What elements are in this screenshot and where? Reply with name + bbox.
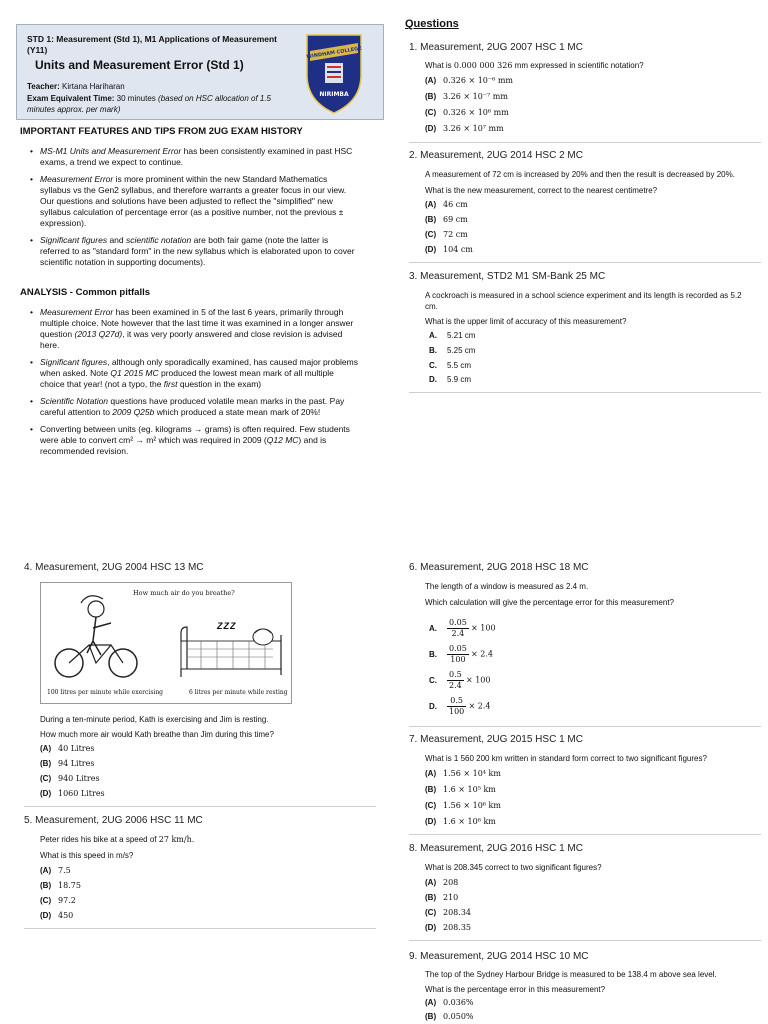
option-label: (D) <box>40 789 52 798</box>
exam-time-note: (based on HSC allocation of 1.5 minutes approx. per mark) <box>27 94 272 114</box>
option-value: 3.26 × 10⁷ mm <box>443 124 504 133</box>
q1-title: 1. Measurement, 2UG 2007 HSC 1 MC <box>409 42 583 53</box>
option-label: (C) <box>425 108 437 117</box>
divider <box>409 940 761 941</box>
q7-option[interactable] <box>425 801 501 811</box>
option-value: × 2.4 <box>471 649 494 659</box>
q5-line1-text: Peter rides his bike at a speed of <box>40 835 159 844</box>
option-value: 0.326 × 10⁶ mm <box>443 108 509 117</box>
divider <box>24 928 376 929</box>
option-label: D. <box>429 375 437 384</box>
option-label: (D) <box>40 911 52 920</box>
option-value: 104 cm <box>443 245 473 254</box>
option-value: 450 <box>58 911 74 920</box>
exercise-rest-illustration <box>41 583 291 703</box>
analysis-emphasis: Scientific Notation <box>40 396 109 406</box>
fraction-numerator: 0.5 <box>449 670 462 679</box>
q4-option[interactable] <box>40 789 105 799</box>
tip-text: has been consistently examined in past HSC exams, a trend we expect to continue. <box>40 146 353 167</box>
fraction-denominator: 2.4 <box>449 681 462 690</box>
tip-text: and <box>107 235 126 245</box>
option-value: 97.2 <box>58 896 76 905</box>
option-label: (D) <box>425 817 437 826</box>
teacher-label: Teacher: <box>27 82 60 91</box>
q7-title: 7. Measurement, 2UG 2015 HSC 1 MC <box>409 734 583 745</box>
q5-line1 <box>40 834 194 845</box>
tip-item <box>20 174 360 229</box>
analysis-emphasis: 2009 Q25b <box>112 407 155 417</box>
divider <box>409 726 761 727</box>
q8-title: 8. Measurement, 2UG 2016 HSC 1 MC <box>409 843 583 854</box>
analysis-list <box>20 307 360 463</box>
analysis-text: question in the exam) <box>177 379 262 389</box>
q2-option[interactable] <box>425 200 468 210</box>
fraction-denominator: 2.4 <box>451 629 465 638</box>
option-label: (D) <box>425 245 437 254</box>
option-label: (A) <box>425 998 437 1007</box>
option-label: (B) <box>425 92 437 101</box>
divider <box>409 392 761 393</box>
option-label: (B) <box>40 881 52 890</box>
q5-line2: What is this speed in m/s? <box>40 851 134 860</box>
option-label: A. <box>429 331 437 340</box>
option-label: (C) <box>40 774 52 783</box>
exam-time-line <box>27 93 297 115</box>
exam-time-label: Exam Equivalent Time: <box>27 94 115 103</box>
option-label: (B) <box>425 215 437 224</box>
q4-line2: How much more air would Kath breathe than Jim during this time? <box>40 730 274 739</box>
analysis-item <box>20 307 360 351</box>
option-value: 210 <box>443 893 459 902</box>
q4-option[interactable] <box>40 774 100 784</box>
option-label: (A) <box>425 200 437 209</box>
divider <box>24 806 376 807</box>
header-box <box>16 24 384 120</box>
q1-prompt-number: 0.000 000 326 <box>453 61 513 70</box>
q2-option[interactable] <box>425 230 468 240</box>
exam-time-value: 30 minutes <box>116 94 156 103</box>
q5-option[interactable] <box>40 911 73 921</box>
divider <box>409 262 761 263</box>
fraction-numerator: 0.05 <box>449 644 467 653</box>
analysis-emphasis: first <box>163 379 178 389</box>
option-label: C. <box>429 361 437 370</box>
option-label: C. <box>429 675 437 685</box>
q9-title: 9. Measurement, 2UG 2014 HSC 10 MC <box>409 951 589 962</box>
q4-option[interactable] <box>40 744 94 754</box>
q7-option[interactable] <box>425 769 501 779</box>
option-value: 0.326 × 10⁻⁶ mm <box>443 76 514 85</box>
option-label: (B) <box>425 893 437 902</box>
page-title: Units and Measurement Error (Std 1) <box>35 58 244 72</box>
q4-option[interactable] <box>40 759 94 769</box>
q6-line1: The length of a window is measured as 2.4 m. <box>425 582 589 591</box>
option-value: 7.5 <box>58 866 71 875</box>
option-value: 69 cm <box>443 215 468 224</box>
q5-title: 5. Measurement, 2UG 2006 HSC 11 MC <box>24 815 203 826</box>
option-label: (D) <box>425 124 437 133</box>
tip-emphasis: scientific notation <box>126 235 192 245</box>
q4-figure <box>40 582 292 704</box>
analysis-emphasis: Measurement Error <box>40 307 114 317</box>
option-value: 1.6 × 10⁵ km <box>443 785 496 794</box>
q8-option[interactable] <box>425 878 458 888</box>
fraction <box>447 696 466 717</box>
analysis-text: , although only sporadically examined, has caused major problems when asked. Note <box>40 357 358 378</box>
questions-heading: Questions <box>405 18 459 30</box>
q8-line1: What is 208.345 correct to two significant figures? <box>425 863 602 872</box>
course-name: STD 1: Measurement (Std 1), M1 Applications of Measurement (Y11) <box>27 34 278 55</box>
option-value: 208.34 <box>443 908 471 917</box>
option-label: (C) <box>40 896 52 905</box>
option-value: 5.21 cm <box>447 331 476 340</box>
analysis-item <box>20 357 360 390</box>
option-value: 0.050% <box>443 1012 474 1021</box>
fraction <box>447 670 464 691</box>
option-value: 46 cm <box>443 200 468 209</box>
q3-line1: A cockroach is measured in a school science experiment and its length is recorded as 5.2 cm. <box>425 291 742 311</box>
tip-text: is more prominent within the new Standard Mathematics syllabus vs the Gen2 syllabus, and therefore warrants a greater focus in our view. Our questions and solutions have been adjusted to reflect the "simplified" new syllabus calculation of percentage error (as a positive number, not the previous ± expression). <box>40 174 347 228</box>
option-value: 40 Litres <box>58 744 95 753</box>
crest-bottom-text: NIRIMBA <box>319 91 349 98</box>
q6-title: 6. Measurement, 2UG 2018 HSC 18 MC <box>409 562 589 573</box>
q2-line2: What is the new measurement, correct to the nearest centimetre? <box>425 186 658 195</box>
tip-item <box>20 146 360 168</box>
option-value: 18.75 <box>58 881 81 890</box>
college-crest-logo <box>303 29 365 115</box>
tip-text: are both fair game (note the latter is referred to as "standard form" in the new syllabus which is elaborated upon to cover scientific notation in supporting documents). <box>40 235 355 267</box>
zzz-text: ZZZ <box>217 621 237 631</box>
option-label: (D) <box>425 923 437 932</box>
figure-caption-right: 6 litres per minute while resting <box>189 689 288 696</box>
figure-title: How much air do you breathe? <box>133 589 235 597</box>
divider <box>409 834 761 835</box>
q1-option[interactable] <box>425 76 513 86</box>
fraction-denominator: 100 <box>449 707 465 716</box>
q4-line1: During a ten-minute period, Kath is exercising and Jim is resting. <box>40 715 269 724</box>
analysis-text: ) and is recommended revision. <box>40 435 327 456</box>
option-value: 1060 Litres <box>58 789 105 798</box>
q6-line2: Which calculation will give the percentage error for this measurement? <box>425 598 675 607</box>
teacher-name: Kirtana Hariharan <box>62 82 125 91</box>
analysis-text: questions have produced volatile mean marks in the past. Pay careful attention to <box>40 396 345 417</box>
q7-option[interactable] <box>425 817 496 827</box>
q1-option[interactable] <box>425 108 509 118</box>
q1-prompt <box>425 60 644 71</box>
option-value: 5.25 cm <box>447 346 476 355</box>
analysis-item <box>20 396 360 418</box>
fraction-numerator: 0.05 <box>449 618 467 627</box>
analysis-emphasis: Q1 2015 MC <box>110 368 159 378</box>
q2-option[interactable] <box>425 215 468 225</box>
option-label: D. <box>429 701 437 711</box>
analysis-emphasis: Q12 MC <box>266 435 299 445</box>
option-value: 940 Litres <box>58 774 100 783</box>
fraction-numerator: 0.5 <box>447 696 466 707</box>
option-value: 208 <box>443 878 459 887</box>
q5-option[interactable] <box>40 896 76 906</box>
option-value: × 100 <box>465 675 491 685</box>
q8-option[interactable] <box>425 893 458 903</box>
tip-item <box>20 235 360 268</box>
q3-option[interactable] <box>429 361 471 371</box>
analysis-text: which produced a state mean mark of 20%! <box>154 407 321 417</box>
q7-option[interactable] <box>425 785 496 795</box>
q5-speed-value: 27 km/h. <box>158 835 195 844</box>
q9-line2: What is the percentage error in this measurement? <box>425 985 606 994</box>
tip-emphasis: Significant figures <box>40 235 108 245</box>
option-label: B. <box>429 346 437 355</box>
option-label: (A) <box>425 769 437 778</box>
analysis-text: produced the lowest mean mark of all multiple choice that year! (not a typo, the <box>40 368 334 389</box>
option-value: 1.56 × 10⁴ km <box>443 769 501 778</box>
q6-option[interactable] <box>429 670 490 691</box>
q7-line1: What is 1 560 200 km written in standard form correct to two significant figures? <box>425 754 707 763</box>
tips-heading: IMPORTANT FEATURES AND TIPS FROM 2UG EXAM HISTORY <box>20 126 303 137</box>
fraction <box>447 644 469 665</box>
analysis-emphasis: (2013 Q27d) <box>74 329 123 339</box>
q3-option[interactable] <box>429 375 471 385</box>
option-label: B. <box>429 649 437 659</box>
q1-prompt-text: What is <box>425 61 454 70</box>
tips-list <box>20 146 360 274</box>
q1-prompt-text: mm expressed in scientific notation? <box>512 61 644 70</box>
option-label: (C) <box>425 801 437 810</box>
option-value: 72 cm <box>443 230 468 239</box>
analysis-item <box>20 424 360 457</box>
option-label: (A) <box>425 878 437 887</box>
option-label: (A) <box>425 76 437 85</box>
option-value: 0.036% <box>443 998 474 1007</box>
q1-option[interactable] <box>425 124 504 134</box>
q3-title: 3. Measurement, STD2 M1 SM-Bank 25 MC <box>409 271 606 282</box>
q9-option[interactable] <box>425 1012 474 1022</box>
q8-option[interactable] <box>425 923 471 933</box>
q8-option[interactable] <box>425 908 471 918</box>
option-value: 208.35 <box>443 923 471 932</box>
q3-option[interactable] <box>429 331 475 341</box>
option-label: (B) <box>425 785 437 794</box>
q1-option[interactable] <box>425 92 508 102</box>
q3-line2: What is the upper limit of accuracy of this measurement? <box>425 317 627 326</box>
option-label: (C) <box>425 230 437 239</box>
option-value: 1.56 × 10⁶ km <box>443 801 501 810</box>
tip-emphasis: Measurement Error <box>40 174 114 184</box>
teacher-line <box>27 82 125 91</box>
option-label: (A) <box>40 866 52 875</box>
q2-line1: A measurement of 72 cm is increased by 20% and then the result is decreased by 20%. <box>425 170 735 179</box>
option-value: 5.9 cm <box>447 375 472 384</box>
option-label: (B) <box>425 1012 437 1021</box>
figure-caption-left: 100 litres per minute while exercising <box>47 689 164 696</box>
option-value: 3.26 × 10⁻⁷ mm <box>443 92 508 101</box>
option-label: (C) <box>425 908 437 917</box>
divider <box>409 142 761 143</box>
analysis-text: , it was very poorly answered and close revision is advised here. <box>40 329 343 350</box>
option-label: A. <box>429 623 437 633</box>
option-value: 5.5 cm <box>447 361 472 370</box>
analysis-text: Converting between units (eg. kilograms → grams) is often required. Few students were able to convert cm² → m² which was required in 2009 ( <box>40 424 350 445</box>
q6-option[interactable] <box>429 618 496 639</box>
q2-title: 2. Measurement, 2UG 2014 HSC 2 MC <box>409 150 583 161</box>
q2-option[interactable] <box>425 245 473 255</box>
q6-option[interactable] <box>429 644 493 665</box>
option-value: × 2.4 <box>468 701 491 711</box>
q9-line1: The top of the Sydney Harbour Bridge is measured to be 138.4 m above sea level. <box>425 970 717 979</box>
q4-title: 4. Measurement, 2UG 2004 HSC 13 MC <box>24 562 204 573</box>
analysis-heading: ANALYSIS - Common pitfalls <box>20 287 151 298</box>
fraction-denominator: 100 <box>450 655 466 664</box>
tip-emphasis: MS-M1 Units and Measurement Error <box>40 146 182 156</box>
analysis-emphasis: Significant figures <box>40 357 108 367</box>
q6-option[interactable] <box>429 696 490 717</box>
option-value: 94 Litres <box>58 759 95 768</box>
crest-top-text: WINDHAM COLLEGE <box>306 45 363 61</box>
q9-option[interactable] <box>425 998 474 1008</box>
option-value: 1.6 × 10⁶ km <box>443 817 496 826</box>
option-label: (B) <box>40 759 52 768</box>
option-label: (A) <box>40 744 52 753</box>
analysis-text: has been examined in 5 of the last 6 years, primarily through multiple choice. Note however that the last time it was examined in a longer answer question <box>40 307 354 339</box>
fraction <box>447 618 469 639</box>
q5-option[interactable] <box>40 881 81 891</box>
q5-option[interactable] <box>40 866 71 876</box>
option-value: × 100 <box>471 623 496 633</box>
q3-option[interactable] <box>429 346 475 356</box>
